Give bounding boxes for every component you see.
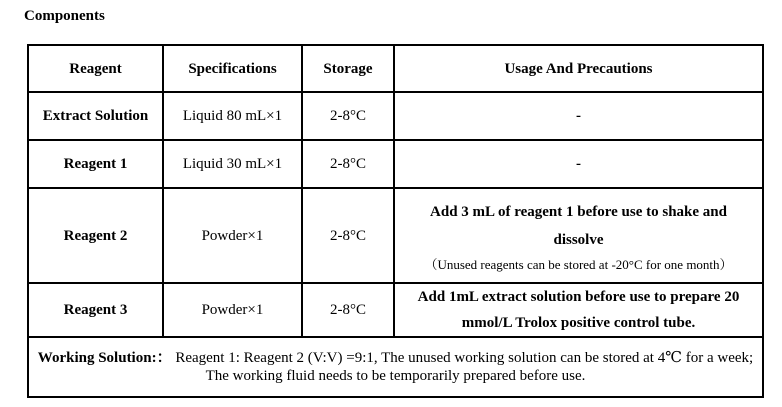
header-usage: Usage And Precautions bbox=[394, 45, 763, 92]
reagent-name: Reagent 3 bbox=[28, 283, 163, 337]
reagent-storage: 2-8°C bbox=[302, 92, 394, 140]
reagent-usage: - bbox=[394, 92, 763, 140]
reagent-spec: Liquid 30 mL×1 bbox=[163, 140, 302, 188]
reagent-spec: Powder×1 bbox=[163, 283, 302, 337]
header-storage: Storage bbox=[302, 45, 394, 92]
table-row bbox=[28, 140, 763, 188]
reagent-name: Reagent 2 bbox=[28, 188, 163, 283]
header-specifications: Specifications bbox=[163, 45, 302, 92]
reagent-name: Reagent 1 bbox=[28, 140, 163, 188]
table-row bbox=[28, 283, 763, 337]
reagent-storage: 2-8°C bbox=[302, 140, 394, 188]
reagent-usage: Add 3 mL of reagent 1 before use to shake and dissolve bbox=[430, 204, 727, 249]
table-header-row bbox=[28, 45, 763, 92]
reagent-storage: 2-8°C bbox=[302, 188, 394, 283]
reagent-usage-cell bbox=[394, 283, 763, 337]
table-row bbox=[28, 92, 763, 140]
reagent-usage-note: （Unused reagents can be stored at -20°C for one month） bbox=[424, 257, 733, 273]
working-solution-label: Working Solution:： bbox=[37, 350, 172, 366]
components-table bbox=[27, 44, 764, 398]
working-solution-cell bbox=[28, 337, 763, 397]
reagent-usage: - bbox=[394, 140, 763, 188]
working-solution-row bbox=[28, 337, 763, 397]
reagent-spec: Liquid 80 mL×1 bbox=[163, 92, 302, 140]
reagent-usage-cell bbox=[394, 188, 763, 283]
reagent-spec: Powder×1 bbox=[163, 188, 302, 283]
table-row bbox=[28, 188, 763, 283]
header-reagent: Reagent bbox=[28, 45, 163, 92]
working-solution-text: Reagent 1: Reagent 2 (V:V) =9:1, The unused working solution can be stored at 4℃ for a week; The working fluid needs to be temporarily prepared before use. bbox=[175, 350, 754, 384]
reagent-name: Extract Solution bbox=[28, 92, 163, 140]
reagent-usage: Add 1mL extract solution before use to prepare 20 mmol/L Trolox positive control tube. bbox=[417, 289, 740, 331]
reagent-storage: 2-8°C bbox=[302, 283, 394, 337]
section-heading: Components bbox=[24, 8, 105, 24]
